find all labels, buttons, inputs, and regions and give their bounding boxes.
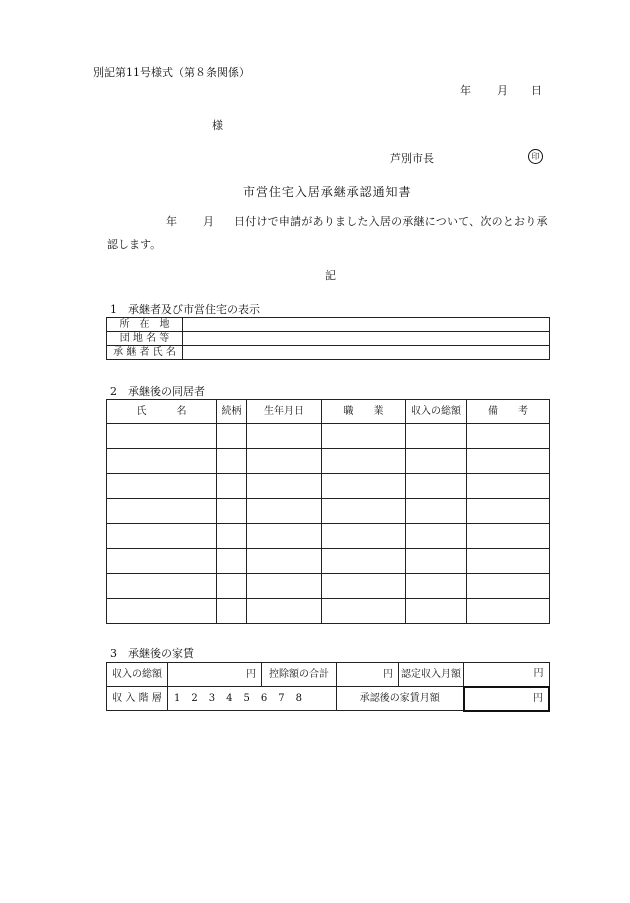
seal-icon	[528, 149, 543, 164]
col-birthdate: 生年月日	[247, 400, 322, 424]
cohabitant-cell[interactable]	[322, 524, 406, 549]
cohabitant-cell[interactable]	[217, 474, 247, 499]
cohabitant-cell[interactable]	[406, 499, 467, 524]
section2-heading: 2 承継後の同居者	[110, 385, 205, 398]
cohabitant-cell[interactable]	[406, 424, 467, 449]
certified-income-label: 認定収入月額	[399, 663, 464, 687]
cohabitant-row	[107, 424, 550, 449]
cohabitant-cell[interactable]	[322, 599, 406, 624]
issuer: 芦別市長	[390, 152, 434, 165]
cohabitant-cell[interactable]	[247, 499, 322, 524]
cohabitant-cell[interactable]	[217, 424, 247, 449]
yen-unit: 円	[246, 668, 256, 680]
cohabitant-cell[interactable]	[467, 424, 550, 449]
cohabitants-header-row	[107, 400, 550, 424]
cohabitants-table	[106, 399, 550, 624]
income-total-field[interactable]	[168, 663, 262, 687]
addressee-suffix: 様	[212, 119, 223, 132]
date-month: 月	[497, 84, 508, 97]
cohabitant-cell[interactable]	[406, 474, 467, 499]
rent-table	[106, 662, 550, 712]
col-relation: 続柄	[217, 400, 247, 424]
approved-rent-field[interactable]	[464, 687, 550, 711]
cohabitant-cell[interactable]	[247, 449, 322, 474]
body-text-line2: 認します。	[107, 238, 162, 251]
tier-option[interactable]: 2	[191, 692, 198, 704]
income-tier-label: 収 入 階 層	[107, 687, 168, 711]
cohabitant-cell[interactable]	[107, 474, 217, 499]
cohabitant-cell[interactable]	[406, 524, 467, 549]
successor-name-label: 承 継 者 氏 名	[107, 346, 183, 360]
cohabitant-row	[107, 549, 550, 574]
cohabitant-row	[107, 449, 550, 474]
cohabitant-cell[interactable]	[467, 549, 550, 574]
cohabitant-cell[interactable]	[406, 549, 467, 574]
location-label: 所 在 地	[107, 318, 183, 332]
cohabitant-cell[interactable]	[107, 449, 217, 474]
cohabitant-row	[107, 574, 550, 599]
cohabitant-cell[interactable]	[107, 424, 217, 449]
col-remarks: 備 考	[467, 400, 550, 424]
section1-heading: 1 承継者及び市営住宅の表示	[110, 303, 260, 316]
tier-option[interactable]: 3	[208, 692, 216, 704]
tier-option[interactable]: 5	[243, 692, 250, 704]
cohabitant-cell[interactable]	[247, 549, 322, 574]
cohabitant-cell[interactable]	[107, 499, 217, 524]
cohabitant-cell[interactable]	[406, 574, 467, 599]
body-month: 月	[203, 215, 214, 228]
cohabitant-row	[107, 524, 550, 549]
cohabitant-cell[interactable]	[467, 599, 550, 624]
section1-table	[106, 317, 550, 360]
cohabitant-cell[interactable]	[217, 449, 247, 474]
tier-option[interactable]: 6	[260, 692, 268, 704]
cohabitant-cell[interactable]	[107, 549, 217, 574]
cohabitant-cell[interactable]	[406, 599, 467, 624]
cohabitant-cell[interactable]	[247, 424, 322, 449]
certified-income-field[interactable]	[464, 663, 550, 687]
section3-heading: 3 承継後の家賃	[110, 647, 194, 660]
cohabitant-row	[107, 474, 550, 499]
cohabitant-cell[interactable]	[467, 474, 550, 499]
cohabitant-cell[interactable]	[217, 499, 247, 524]
cohabitant-cell[interactable]	[217, 599, 247, 624]
income-tier-options	[168, 687, 337, 711]
deduction-total-label: 控除額の合計	[262, 663, 337, 687]
cohabitant-row	[107, 499, 550, 524]
cohabitant-cell[interactable]	[247, 524, 322, 549]
cohabitant-row	[107, 599, 550, 624]
cohabitant-cell[interactable]	[322, 474, 406, 499]
body-year: 年	[166, 215, 177, 228]
cohabitant-cell[interactable]	[107, 574, 217, 599]
cohabitant-cell[interactable]	[247, 474, 322, 499]
cohabitant-cell[interactable]	[322, 574, 406, 599]
form-id: 別記第11号様式（第８条関係）	[93, 66, 250, 79]
successor-name-field[interactable]	[183, 346, 550, 360]
body-text-line1: 日付けで申請がありました入居の承継について、次のとおり承	[234, 215, 548, 228]
tier-option[interactable]: 7	[278, 692, 285, 704]
col-name: 氏 名	[107, 400, 217, 424]
date-day: 日	[531, 84, 542, 97]
location-field[interactable]	[183, 318, 550, 332]
cohabitant-cell[interactable]	[322, 499, 406, 524]
complex-name-label: 団 地 名 等	[107, 332, 183, 346]
seal-char: 印	[528, 149, 543, 164]
col-occupation: 職 業	[322, 400, 406, 424]
tier-option[interactable]: 1	[174, 692, 181, 704]
cohabitant-cell[interactable]	[322, 549, 406, 574]
cohabitant-cell[interactable]	[467, 449, 550, 474]
cohabitant-cell[interactable]	[247, 599, 322, 624]
yen-unit: 円	[533, 668, 544, 680]
yen-unit: 円	[533, 692, 543, 704]
cohabitant-cell[interactable]	[247, 574, 322, 599]
cohabitant-cell[interactable]	[217, 549, 247, 574]
yen-unit: 円	[383, 668, 393, 680]
tier-list	[174, 694, 336, 704]
cohabitant-cell[interactable]	[406, 449, 467, 474]
ki-label: 記	[325, 269, 336, 282]
tier-option[interactable]: 8	[295, 692, 302, 704]
cohabitant-cell[interactable]	[467, 524, 550, 549]
income-total-label: 収入の総額	[107, 663, 168, 687]
cohabitant-cell[interactable]	[107, 599, 217, 624]
tier-option[interactable]: 4	[226, 692, 233, 704]
date-year: 年	[460, 84, 471, 97]
cohabitant-cell[interactable]	[107, 524, 217, 549]
approved-rent-label: 承認後の家賃月額	[337, 687, 464, 711]
document-title: 市営住宅入居承継承認通知書	[243, 185, 412, 199]
cohabitant-cell[interactable]	[217, 524, 247, 549]
cohabitant-cell[interactable]	[322, 449, 406, 474]
cohabitant-cell[interactable]	[467, 499, 550, 524]
complex-name-field[interactable]	[183, 332, 550, 346]
cohabitant-cell[interactable]	[467, 574, 550, 599]
col-income: 収入の総額	[406, 400, 467, 424]
deduction-total-field[interactable]	[337, 663, 399, 687]
cohabitant-cell[interactable]	[217, 574, 247, 599]
cohabitant-cell[interactable]	[322, 424, 406, 449]
